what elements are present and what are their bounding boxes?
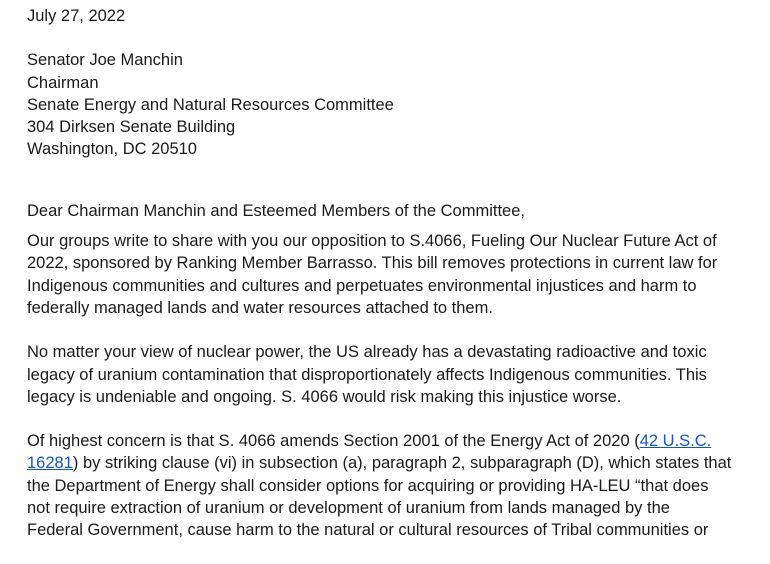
paragraph-line: Indigenous communities and cultures and perpetuates environmental injustices and harm to — [27, 276, 697, 295]
paragraph-legacy — [27, 341, 742, 408]
paragraph-line: legacy is undeniable and ongoing. S. 4066 would risk making this injustice worse. — [27, 387, 622, 406]
paragraph-line: not require extraction of uranium or development of uranium from lands managed by the — [27, 499, 670, 518]
paragraph-concern — [27, 430, 742, 541]
address-line: Senator Joe Manchin — [27, 51, 183, 70]
paragraph-opposition — [27, 230, 742, 319]
paragraph-line: federally managed lands and water resources attached to them. — [27, 298, 493, 317]
salutation — [27, 200, 742, 222]
usc-citation-link-part1[interactable]: 42 U.S.C. — [639, 432, 712, 451]
address-line: Washington, DC 20510 — [27, 140, 197, 159]
paragraph-text: Of highest concern is that S. 4066 amends Section 2001 of the Energy Act of 2020 ( — [27, 432, 640, 451]
letter-body — [27, 5, 742, 564]
address-line: Chairman — [27, 73, 99, 92]
paragraph-line: No matter your view of nuclear power, the US already has a devastating radioactive and toxic — [27, 343, 707, 362]
paragraph-line: Our groups write to share with you our opposition to S.4066, Fueling Our Nuclear Future Act of — [27, 232, 717, 251]
letter-date — [27, 5, 742, 27]
paragraph-line: Federal Government, cause harm to the natural or cultural resources of Tribal communities or — [27, 521, 709, 540]
address-line: Senate Energy and Natural Resources Committee — [27, 95, 394, 114]
date-text: July 27, 2022 — [27, 7, 126, 25]
paragraph-line: legacy of uranium contamination that disproportionately affects Indigenous communities. This — [27, 365, 707, 384]
paragraph-line — [27, 452, 742, 474]
usc-citation-link-part2[interactable]: 16281 — [27, 454, 73, 473]
paragraph-line: 2022, sponsored by Ranking Member Barrasso. This bill removes protections in current law for — [27, 254, 718, 273]
paragraph-text: ) by striking clause (vi) in subsection (a), paragraph 2, subparagraph (D), which states that — [72, 454, 732, 473]
address-line: 304 Dirksen Senate Building — [27, 118, 236, 137]
recipient-address — [27, 49, 742, 160]
paragraph-line — [27, 430, 742, 452]
salutation-text: Dear Chairman Manchin and Esteemed Members of the Committee, — [27, 201, 525, 220]
paragraph-line: the Department of Energy shall consider options for acquiring or providing HA-LEU “that does — [27, 476, 709, 495]
